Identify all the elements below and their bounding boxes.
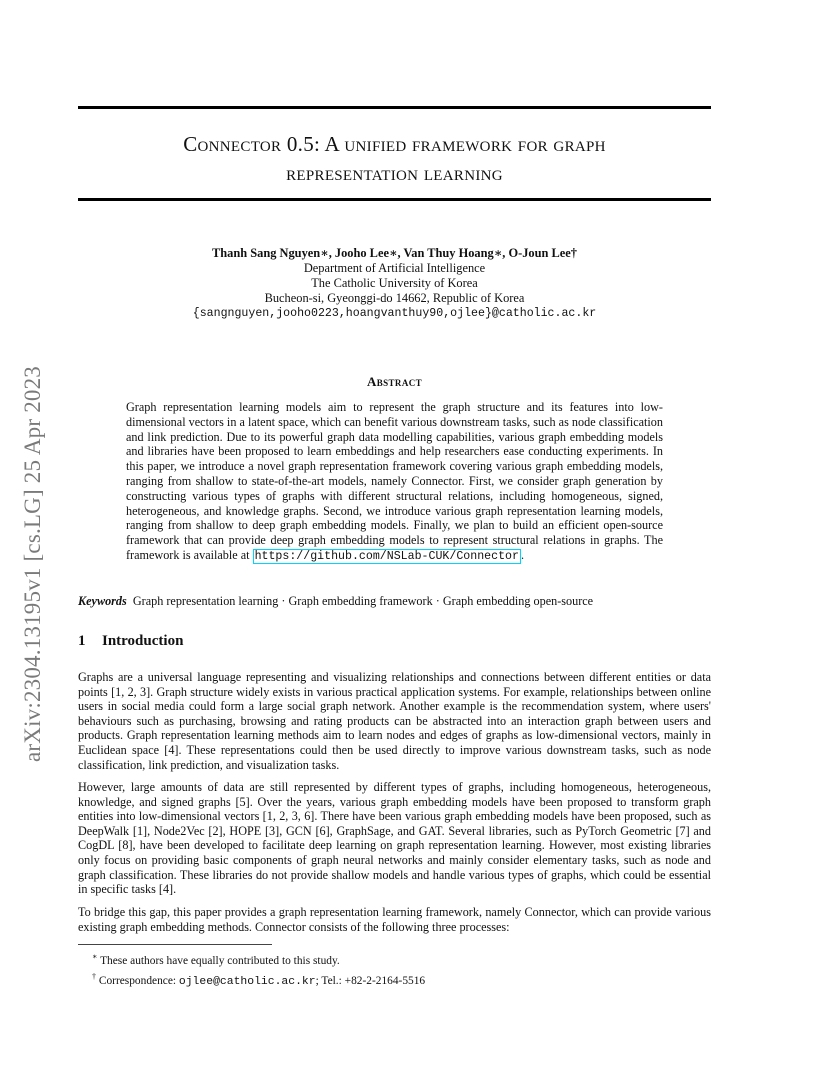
keywords-text: Graph representation learning · Graph embedding framework · Graph embedding open-source bbox=[132, 594, 594, 608]
intro-paragraph-3: To bridge this gap, this paper provides a graph representation learning framework, namely Connector, which can provide various existing graph embedding methods. Connector consists of the following three processes: bbox=[78, 905, 711, 934]
title-top-rule bbox=[78, 106, 711, 109]
title-line-2: representation learning bbox=[286, 161, 503, 185]
author-names: Thanh Sang Nguyen∗, Jooho Lee∗, Van Thuy Hoang∗, O-Joun Lee† bbox=[212, 246, 577, 260]
footnote-2 bbox=[92, 969, 425, 990]
paper-title bbox=[78, 130, 711, 188]
author-address: Bucheon-si, Gyeonggi-do 14662, Republic of Korea bbox=[264, 291, 525, 305]
author-university: The Catholic University of Korea bbox=[311, 276, 478, 290]
footnote-2-mark: † bbox=[92, 971, 96, 981]
footnote-2-text-pre: Correspondence: bbox=[98, 974, 179, 987]
footnote-rule bbox=[78, 944, 272, 945]
abstract-text-end: . bbox=[520, 547, 524, 562]
abstract-heading: Abstract bbox=[366, 374, 423, 389]
abstract-text: Graph representation learning models aim to represent the graph structure and its features into low-dimensional vectors in a latent space, which can benefit various downstream tasks, such as node classification and link prediction. Due to its powerful graph data modelling capabilities, various graph embedding models and libraries have been proposed to learn embeddings and help researchers ease conducting experiments. In this paper, we introduce a novel graph representation framework covering various graph embedding models, ranging from shallow to state-of-the-art models, namely Connector. First, we consider graph generation by constructing various types of graphs with different structural relations, including homogeneous, signed, heterogeneous, and knowledge graphs. Second, we introduce various graph representation learning models, ranging from shallow to deep graph embedding models. Finally, we plan to build an efficient open-source framework that can provide deep graph embedding models to represent structural relations in graphs. The framework is available at bbox=[126, 400, 663, 562]
intro-paragraph-2: However, large amounts of data are still represented by different types of graphs, including homogeneous, heterogeneous, knowledge, and signed graphs [5]. Over the years, various graph embedding models have been proposed to transform graph entities into low-dimensional vectors [1, 2, 3, 6]. There have been various graph embedding models have been proposed, such as DeepWalk [1], Node2Vec [2], HOPE [3], GCN [6], GraphSage, and GAT. Several libraries, such as PyTorch Geometric [7] and CogDL [8], have been developed to facilitate deep learning on graph representation learning. However, most existing libraries only focus on providing basic components of graph neural networks and mainly consider elementary tasks, such as node and graph classification. These libraries do not provide shallow models and handle various types of graphs, which could be essential in specific tasks [4]. bbox=[78, 780, 711, 897]
footnote-2-email[interactable]: ojlee@catholic.ac.kr bbox=[178, 975, 316, 988]
abstract-body bbox=[126, 400, 663, 565]
keywords-line bbox=[78, 594, 718, 609]
footnotes bbox=[92, 949, 425, 990]
title-bottom-rule bbox=[78, 198, 711, 201]
section-title: Introduction bbox=[102, 633, 184, 649]
footnote-1-mark: ∗ bbox=[92, 952, 98, 961]
title-line-1: Connector 0.5: A unified framework for graph bbox=[183, 132, 606, 156]
footnote-1 bbox=[92, 949, 425, 969]
author-emails: {sangnguyen,jooho0223,hoangvanthuy90,ojlee}@catholic.ac.kr bbox=[192, 307, 597, 320]
arxiv-side-identifier: arXiv:2304.13195v1 [cs.LG] 25 Apr 2023 bbox=[20, 366, 45, 762]
section-heading-introduction bbox=[78, 633, 183, 650]
footnote-1-text: These authors have equally contributed to this study. bbox=[100, 954, 340, 967]
section-number: 1 bbox=[78, 633, 86, 649]
footnote-2-text-post: ; Tel.: +82-2-2164-5516 bbox=[315, 974, 426, 987]
author-block bbox=[78, 246, 711, 321]
keywords-label: Keywords bbox=[78, 594, 127, 608]
github-link[interactable]: https://github.com/NSLab-CUK/Connector bbox=[254, 549, 519, 563]
intro-paragraph-1: Graphs are a universal language representing and visualizing relationships and connections between different entities or data points [1, 2, 3]. Graph structure widely exists in various practical application systems. For example, relationships between online users in social media could form a large social graph network. Another example is the recommendation system, where users' behaviours such as purchasing, browsing and rating products can be abstracted into an interaction graph between users and products. Graph representation learning methods aim to learn nodes and edges of graphs as low-dimensional vectors, mainly in Euclidean space [4]. These representations could then be used directly to improve various downstream tasks, such as node classification, link prediction, and visualization tasks. bbox=[78, 670, 711, 772]
author-department: Department of Artificial Intelligence bbox=[303, 261, 486, 275]
